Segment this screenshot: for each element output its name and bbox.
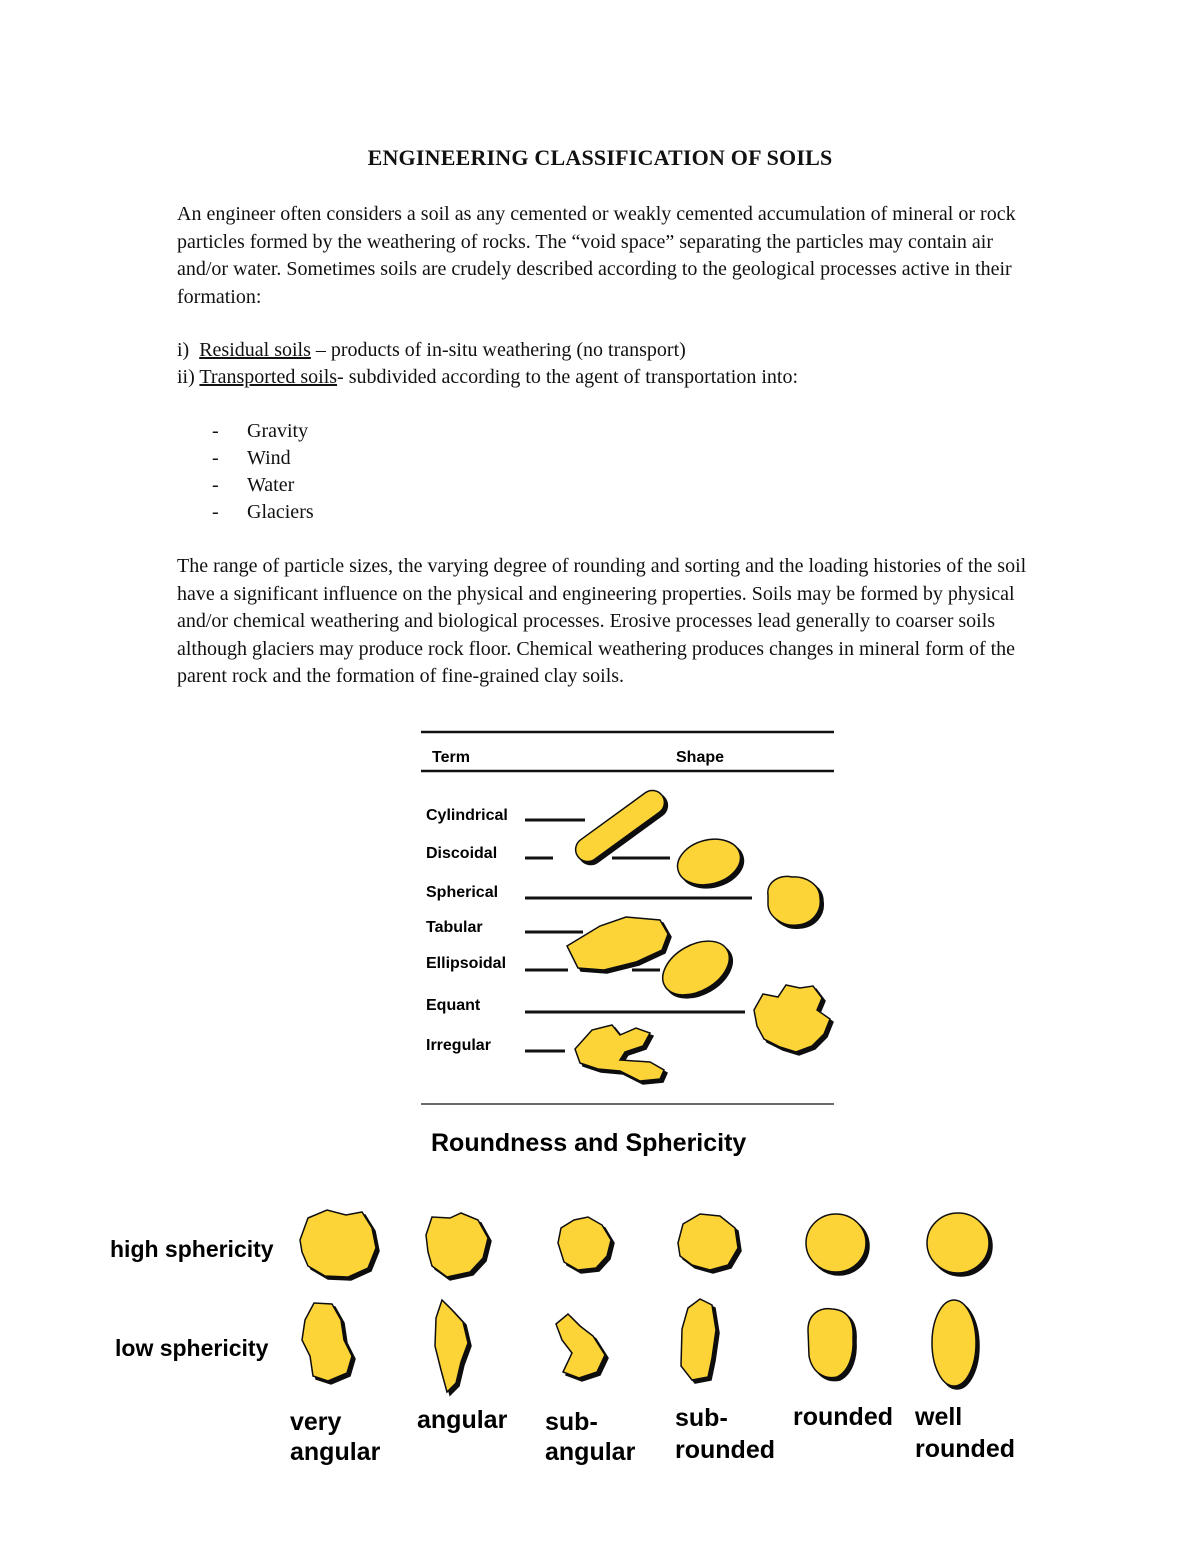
roundness-title: Roundness and Sphericity [431, 1129, 747, 1157]
term-irregular: Irregular [426, 1037, 491, 1054]
body-paragraph: The range of particle sizes, the varying degree of rounding and sorting and the loading histories of the soil have a significant influence on the physical and engineering properties. Soils may be formed by physical and/or chemical weathering and biological processes. Erosive processes lead generally to coarser soils although glaciers may produce rock floor. Chemical weathering produces changes in mineral form of the parent rock and the formation of fine-grained clay soils. [177, 555, 1027, 687]
col-label-very-angular-2: angular [290, 1438, 381, 1466]
col-label-sub-rounded-1: sub- [675, 1404, 728, 1432]
grain-high-sub-rounded [678, 1214, 738, 1270]
item-text: - subdivided according to the agent of transportation into: [337, 366, 799, 388]
grain-low-well-rounded [932, 1300, 976, 1386]
grain-low-sub-rounded [681, 1299, 716, 1380]
col-label-sub-rounded-2: rounded [675, 1436, 775, 1464]
agent-gravity: Gravity [247, 420, 309, 442]
spherical-grain [768, 876, 820, 925]
grain-high-sub-angular [558, 1217, 611, 1270]
item-term: Transported soils [199, 366, 338, 388]
grain-low-rounded [808, 1309, 853, 1378]
high-sphericity-grains [300, 1210, 989, 1277]
term-equant: Equant [426, 997, 481, 1014]
agent-wind: Wind [247, 447, 291, 469]
table-header-term: Term [432, 749, 470, 766]
grain-high-well-rounded [927, 1213, 989, 1273]
col-label-very-angular-1: very [290, 1408, 342, 1436]
term-spherical: Spherical [426, 884, 499, 901]
dash: - [212, 420, 219, 442]
column-labels [290, 1403, 1015, 1466]
term-tabular: Tabular [426, 919, 483, 936]
row-label-low: low sphericity [115, 1335, 269, 1361]
page-title: ENGINEERING CLASSIFICATION OF SOILS [367, 145, 833, 170]
roundness-sphericity-figure [110, 1129, 1015, 1466]
col-label-well-rounded-1: well [915, 1403, 963, 1431]
col-label-angular: angular [417, 1406, 508, 1434]
intro-paragraph: An engineer often considers a soil as any cemented or weakly cemented accumulation of mineral or rock particles formed by the weathering of rocks. The “void space” separating the particles may contain air and/or water. Sometimes soils are crudely described according to the geological processes active in their formation: [177, 203, 1016, 308]
table-header-shape: Shape [676, 749, 725, 766]
dash: - [212, 501, 219, 523]
grain-high-very-angular [300, 1210, 376, 1277]
term-cylindrical: Cylindrical [426, 807, 508, 824]
ellipsoidal-grain [653, 930, 738, 1006]
grain-high-angular [426, 1213, 488, 1277]
item-prefix: ii) [177, 366, 200, 388]
dash: - [212, 447, 219, 469]
item-prefix: i) [177, 339, 200, 361]
agent-water: Water [247, 474, 295, 496]
dash: - [212, 474, 219, 496]
term-discoidal: Discoidal [426, 845, 498, 862]
grain-low-angular [435, 1300, 468, 1392]
col-label-sub-angular-2: angular [545, 1438, 636, 1466]
tabular-grain [567, 917, 668, 970]
grain-low-very-angular [302, 1303, 352, 1381]
term-ellipsoidal: Ellipsoidal [426, 955, 507, 972]
col-label-well-rounded-2: rounded [915, 1435, 1015, 1463]
item-term: Residual soils [199, 339, 311, 361]
col-label-rounded: rounded [793, 1403, 893, 1431]
item-text: – products of in-situ weathering (no transport) [310, 339, 686, 361]
particle-shape-table [421, 732, 834, 1104]
row-label-high: high sphericity [110, 1236, 274, 1262]
agent-glaciers: Glaciers [247, 501, 314, 523]
grain-low-sub-angular [556, 1314, 605, 1378]
low-sphericity-grains [302, 1299, 976, 1392]
col-label-sub-angular-1: sub- [545, 1408, 598, 1436]
discoidal-grain [672, 832, 745, 891]
equant-grain [754, 985, 830, 1052]
irregular-grain [575, 1025, 664, 1081]
grain-high-rounded [806, 1214, 866, 1272]
cylindrical-grain [571, 786, 669, 867]
